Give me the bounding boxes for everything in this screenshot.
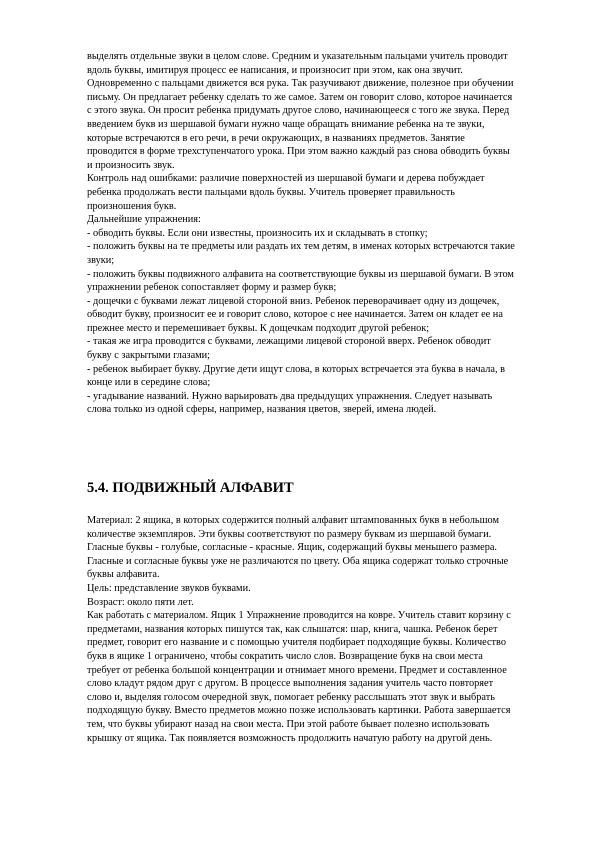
- list-item: - угадывание названий. Нужно варьировать два предыдущих упражнения. Следует называть слова только из одной сферы, например, названия цветов, зверей, имена людей.: [87, 390, 493, 416]
- text-block-bottom: [87, 514, 517, 745]
- list-item: - ребенок выбирает букву. Другие дети ищут слова, в которых встречается эта буква в начала, в конце или в середине слова;: [87, 363, 505, 389]
- paragraph: Как работать с материалом. Ящик 1 Упражнение проводится на ковре. Учитель ставит корзину с предметами, названия которых пишутся так, как слышатся: шар, книга, чашка. Ребенок берет предмет, говорит его название и с помощью учителя подбирает подходящие буквы. Количество букв в ящике 1 ограничено, чтобы сократить число слов. Возвращение букв на свои места требует от ребенка большой концентрации и отнимает много времени. Предмет и составленное слово кладут рядом друг с другом. В процессе выполнения задания учитель часто повторяет слово и, выделяя голосом очередной звук, помогает ребенку расслышать этот звук и выбрать подходящую букву. Вместо предметов можно позже использовать картинки. Работа завершается тем, что буквы убирают назад на свои места. При этой работе бывает полезно использовать крышку от ящика. Так появляется возможность продолжить начатую работу на другой день.: [87, 610, 511, 744]
- list-item: - положить буквы подвижного алфавита на соответствующие буквы из шершавой бумаги. В этом упражнении ребенок сопоставляет форму и размер букв;: [87, 268, 514, 294]
- list-item: - положить буквы на те предметы или раздать их тем детям, в именах которых встречаются такие звуки;: [87, 241, 515, 266]
- paragraph: Контроль над ошибками: различие поверхностей из шершавой бумаги и дерева побуждает ребенка продолжать вести пальцами вдоль буквы. Учитель проверяет правильность произношения букв.: [87, 173, 485, 212]
- list-item: - дощечки с буквами лежат лицевой стороной вниз. Ребенок переворачивает одну из дощечек, обводит букву, произносит ее и говорит слово, которое с нее начинается. Затем он кладет ее на прежнее место и перемешивает буквы. К дощечкам подходит другой ребенок;: [87, 295, 503, 334]
- text-block-top: [87, 50, 517, 417]
- list-item: - обводить буквы. Если они известны, произносить их и складывать в стопку;: [87, 227, 428, 239]
- paragraph: Цель: представление звуков буквами.: [87, 582, 251, 594]
- paragraph: Возраст: около пяти лет.: [87, 596, 194, 608]
- list-item: - такая же игра проводится с буквами, лежащими лицевой стороной вверх. Ребенок обводит букву с закрытыми глазами;: [87, 336, 491, 362]
- section-heading: 5.4. ПОДВИЖНЫЙ АЛФАВИТ: [87, 480, 294, 496]
- paragraph: Материал: 2 ящика, в которых содержится полный алфавит штампованных букв в небольшом количестве экземпляров. Эти буквы соответствуют по размеру буквам из шершавой бумаги. Гласные буквы - голубые, согласные - красные. Ящик, содержащий буквы меньшего размера. Гласные и согласные буквы уже не различаются по цвету. Оба ящика содержат только строчные буквы алфавита.: [87, 515, 509, 581]
- paragraph: Дальнейшие упражнения:: [87, 214, 201, 226]
- paragraph: выделять отдельные звуки в целом слове. Средним и указательным пальцами учитель проводит вдоль буквы, имитируя процесс ее написания, и произносит при этом, как она звучит. Одновременно с пальцами движется вся рука. Так разучивают движение, полезное при обучении письму. Он предлагает ребенку сделать то же самое. Затем он говорит слово, которое начинается с этого звука. Он просит ребенка придумать другое слово, начинающееся с того же звука. Перед введением букв из шершавой бумаги нужно чаще обращать внимание ребенка на те звуки, которые встречаются в его речи, в речи окружающих, в названиях предметов. Занятие проводится в форме трехступенчатого урока. При этом важно каждый раз снова обводить буквы и произносить звук.: [87, 51, 514, 171]
